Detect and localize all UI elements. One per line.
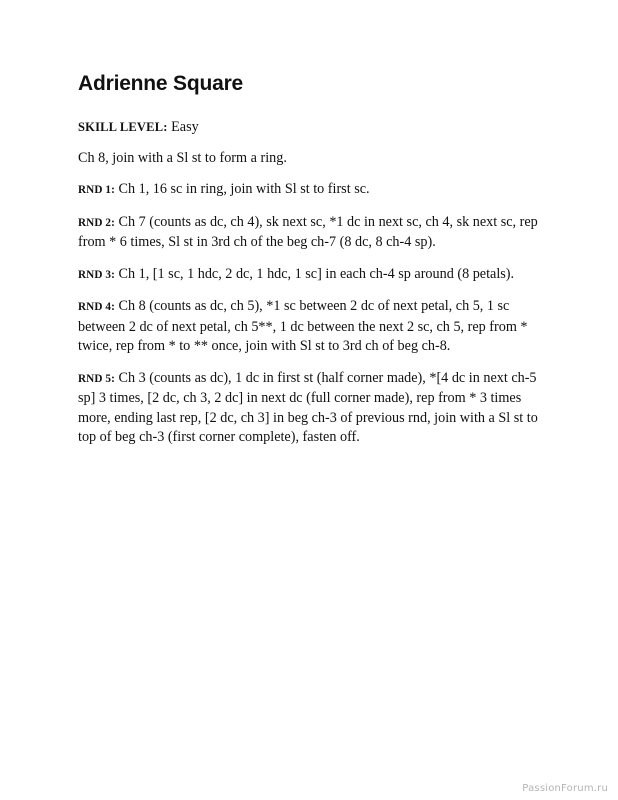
round-5: [78, 369, 546, 448]
round-3-text: Ch 1, [1 sc, 1 hdc, 2 dc, 1 hdc, 1 sc] in each ch-4 sp around (8 petals).: [118, 265, 515, 282]
round-2-label: RND 2:: [78, 216, 115, 229]
round-3-label: RND 3:: [78, 268, 115, 281]
skill-level-label: SKILL LEVEL:: [78, 120, 168, 134]
watermark: PassionForum.ru: [522, 783, 608, 794]
round-5-text: Ch 3 (counts as dc), 1 dc in first st (half corner made), *[4 dc in next ch-5 sp] 3 times, [2 dc, ch 3, 2 dc] in next dc (full corner made), rep from * 3 times more, ending last rep, [2 dc, ch 3] in beg ch-3 of previous rnd, join with a Sl st to top of beg ch-3 (first corner complete), fasten off.: [78, 369, 538, 445]
round-3: [78, 265, 546, 286]
page-title: Adrienne Square: [78, 72, 244, 95]
pattern-content: [78, 118, 546, 460]
skill-level-value: Easy: [171, 119, 199, 135]
round-1-text: Ch 1, 16 sc in ring, join with Sl st to first sc.: [118, 181, 370, 197]
round-2-text: Ch 7 (counts as dc, ch 4), sk next sc, *1 dc in next sc, ch 4, sk next sc, rep from * 6 times, Sl st in 3rd ch of the beg ch-7 (8 dc, 8 ch-4 sp).: [78, 213, 538, 250]
round-2: [78, 213, 546, 253]
skill-level: [78, 118, 546, 138]
intro-instruction: Ch 8, join with a Sl st to form a ring.: [78, 149, 287, 166]
round-4-label: RND 4:: [78, 301, 115, 313]
round-4-text: Ch 8 (counts as dc, ch 5), *1 sc between 2 dc of next petal, ch 5, 1 sc between 2 dc of next petal, ch 5**, 1 dc between the next 2 sc, ch 5, rep from * twice, rep from * to ** once, join with Sl st to 3rd ch of beg ch-8.: [78, 298, 528, 354]
round-5-label: RND 5:: [78, 372, 115, 385]
round-1: [78, 180, 546, 201]
round-1-label: RND 1:: [78, 184, 115, 196]
round-4: [78, 297, 546, 357]
